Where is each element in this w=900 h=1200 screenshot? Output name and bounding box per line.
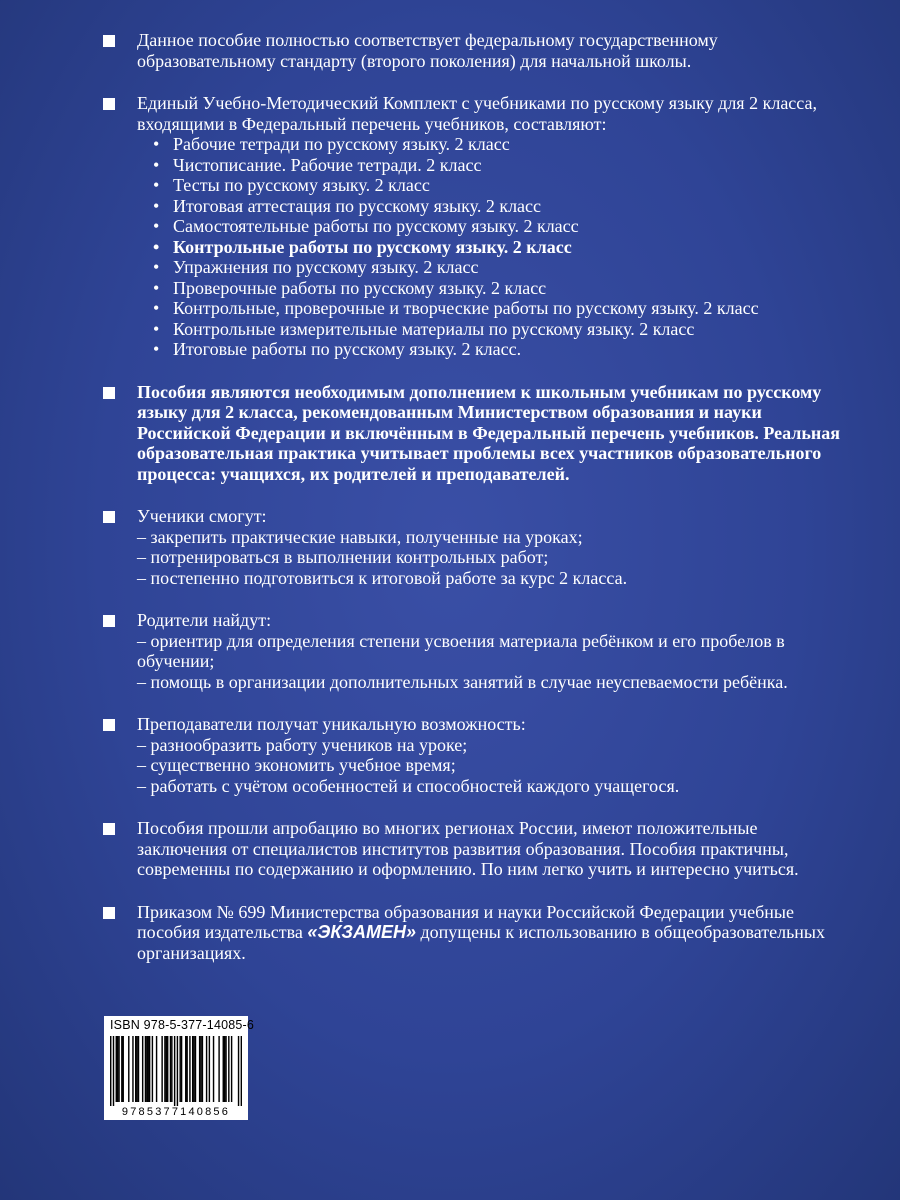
square-bullet-icon xyxy=(103,615,115,627)
students-list xyxy=(137,527,840,589)
umk-item: • Тесты по русскому языку. 2 класс xyxy=(153,175,840,196)
teachers-item: – существенно экономить учебное время; xyxy=(137,755,840,776)
barcode-icon xyxy=(110,1036,242,1106)
umk-list xyxy=(137,134,840,360)
teachers-item: – разнообразить работу учеников на уроке; xyxy=(137,735,840,756)
barcode-bar xyxy=(138,1036,139,1102)
square-bullet-icon xyxy=(103,98,115,110)
umk-item: • Чистописание. Рабочие тетради. 2 класс xyxy=(153,155,840,176)
square-bullet-icon xyxy=(103,35,115,47)
block-supplement-text: Пособия являются необходимым дополнением к школьным учебникам по русскому языку для 2 класса, рекомендованным Министерством образования и науки Российской Федерации и включённым в Федеральный перечень учебников. Реальная образовательная практика учитывает проблемы всех участников образовательного процесса: учащихся, их родителей и преподавателей. xyxy=(137,381,840,484)
block-parents xyxy=(100,610,840,692)
barcode-bar xyxy=(167,1036,168,1102)
barcode-bar xyxy=(231,1036,232,1102)
barcode-bar xyxy=(161,1036,162,1102)
barcode-bar xyxy=(213,1036,214,1102)
teachers-list xyxy=(137,735,840,797)
barcode-bar xyxy=(171,1036,172,1102)
barcode-bar xyxy=(148,1036,149,1102)
barcode-bar xyxy=(192,1036,193,1102)
block-fgos xyxy=(100,30,840,71)
barcode-bar xyxy=(113,1036,114,1106)
barcode-bar xyxy=(145,1036,146,1102)
umk-item: • Рабочие тетради по русскому языку. 2 класс xyxy=(153,134,840,155)
barcode-bar xyxy=(170,1036,171,1102)
parents-item: – ориентир для определения степени усвоения материала ребёнком и его пробелов в обучении; xyxy=(137,631,840,672)
umk-item: • Контрольные измерительные материалы по русскому языку. 2 класс xyxy=(153,319,840,340)
barcode-bar xyxy=(164,1036,165,1102)
block-supplement xyxy=(100,382,840,485)
teachers-item: – работать с учётом особенностей и способностей каждого учащегося. xyxy=(137,776,840,797)
barcode-bar xyxy=(241,1036,242,1106)
barcode-bar xyxy=(135,1036,136,1102)
barcode-bar xyxy=(224,1036,225,1102)
barcode-bar xyxy=(189,1036,190,1102)
block-parents-intro: Родители найдут: xyxy=(137,610,272,630)
barcode-bar xyxy=(199,1036,200,1102)
square-bullet-icon xyxy=(103,823,115,835)
barcode-bar xyxy=(238,1036,239,1106)
block-teachers-intro: Преподаватели получат уникальную возможность: xyxy=(137,714,526,734)
umk-item: • Проверочные работы по русскому языку. 2 класс xyxy=(153,278,840,299)
barcode-bar xyxy=(209,1036,210,1102)
block-fgos-text: Данное пособие полностью соответствует федеральному государственному образовательному стандарту (второго поколения) для начальной школы. xyxy=(137,30,718,71)
square-bullet-icon xyxy=(103,511,115,523)
barcode-bar xyxy=(206,1036,207,1102)
square-bullet-icon xyxy=(103,387,115,399)
isbn-label: ISBN 978-5-377-14085-6 xyxy=(110,1018,255,1032)
barcode-bar xyxy=(118,1036,119,1102)
barcode-bar xyxy=(149,1036,150,1102)
block-umk xyxy=(100,93,840,360)
back-cover-text xyxy=(100,30,840,985)
barcode-bar xyxy=(174,1036,175,1106)
square-bullet-icon xyxy=(103,907,115,919)
barcode-bar xyxy=(142,1036,143,1102)
barcode-bar xyxy=(228,1036,229,1102)
barcode-bar xyxy=(128,1036,129,1102)
students-item: – потренироваться в выполнении контрольных работ; xyxy=(137,547,840,568)
barcode-bar xyxy=(193,1036,194,1102)
barcode-bar xyxy=(136,1036,137,1102)
barcode-bar xyxy=(186,1036,187,1102)
order-text-before: Приказом № 699 Министерства образования и науки Российской Федерации учебные пособия издательства xyxy=(137,901,794,942)
umk-item-highlighted: • Контрольные работы по русскому языку. 2 класс xyxy=(153,237,840,258)
students-item: – постепенно подготовиться к итоговой работе за курс 2 класса. xyxy=(137,568,840,589)
umk-item: • Итоговые работы по русскому языку. 2 класс. xyxy=(153,339,840,360)
umk-item: • Самостоятельные работы по русскому языку. 2 класс xyxy=(153,216,840,237)
barcode-bar xyxy=(202,1036,203,1102)
barcode-bar xyxy=(110,1036,111,1106)
block-order-text xyxy=(137,902,840,964)
block-students-intro: Ученики смогут: xyxy=(137,506,267,526)
barcode-bar xyxy=(116,1036,117,1102)
barcode-bar xyxy=(179,1036,180,1102)
square-bullet-icon xyxy=(103,719,115,731)
barcode-bar xyxy=(218,1036,219,1102)
block-approbation-text: Пособия прошли апробацию во многих регионах России, имеют положительные заключения от специалистов институтов развития образования. Пособия практичны, современны по содержанию и оформлению. По ним легко учить и интересно учиться. xyxy=(137,818,799,879)
barcode-bar xyxy=(166,1036,167,1102)
parents-item: – помощь в организации дополнительных занятий в случае неуспеваемости ребёнка. xyxy=(137,672,840,693)
students-item: – закрепить практические навыки, полученные на уроках; xyxy=(137,527,840,548)
umk-item: • Контрольные, проверочные и творческие работы по русскому языку. 2 класс xyxy=(153,298,840,319)
barcode-bar xyxy=(185,1036,186,1102)
parents-list xyxy=(137,631,840,693)
barcode-bar xyxy=(177,1036,178,1106)
barcode-bar xyxy=(225,1036,226,1102)
publisher-name: «ЭКЗАМЕН» xyxy=(307,922,416,942)
barcode-bar xyxy=(121,1036,122,1102)
barcode-bar xyxy=(152,1036,153,1102)
block-students xyxy=(100,506,840,588)
isbn-barcode xyxy=(104,1016,255,1120)
block-order xyxy=(100,902,840,964)
order-text-after: допущены к использованию в общеобразовательных организациях. xyxy=(137,922,826,963)
barcode-bar xyxy=(195,1036,196,1102)
barcode-bar xyxy=(181,1036,182,1102)
block-approbation xyxy=(100,818,840,880)
umk-item: • Итоговая аттестация по русскому языку. 2 класс xyxy=(153,196,840,217)
barcode-bar xyxy=(223,1036,224,1102)
barcode-bar xyxy=(156,1036,157,1102)
block-umk-intro: Единый Учебно-Методический Комплект с учебниками по русскому языку для 2 класса, входящими в Федеральный перечень учебников, составляют: xyxy=(137,93,817,134)
umk-item: • Упражнения по русскому языку. 2 класс xyxy=(153,257,840,278)
barcode-bar xyxy=(132,1036,133,1102)
barcode-bar xyxy=(200,1036,201,1102)
barcode-bar xyxy=(123,1036,124,1102)
block-teachers xyxy=(100,714,840,796)
barcode-digits: 9785377140856 xyxy=(121,1106,231,1118)
barcode-bar xyxy=(117,1036,118,1102)
barcode-bar xyxy=(146,1036,147,1102)
